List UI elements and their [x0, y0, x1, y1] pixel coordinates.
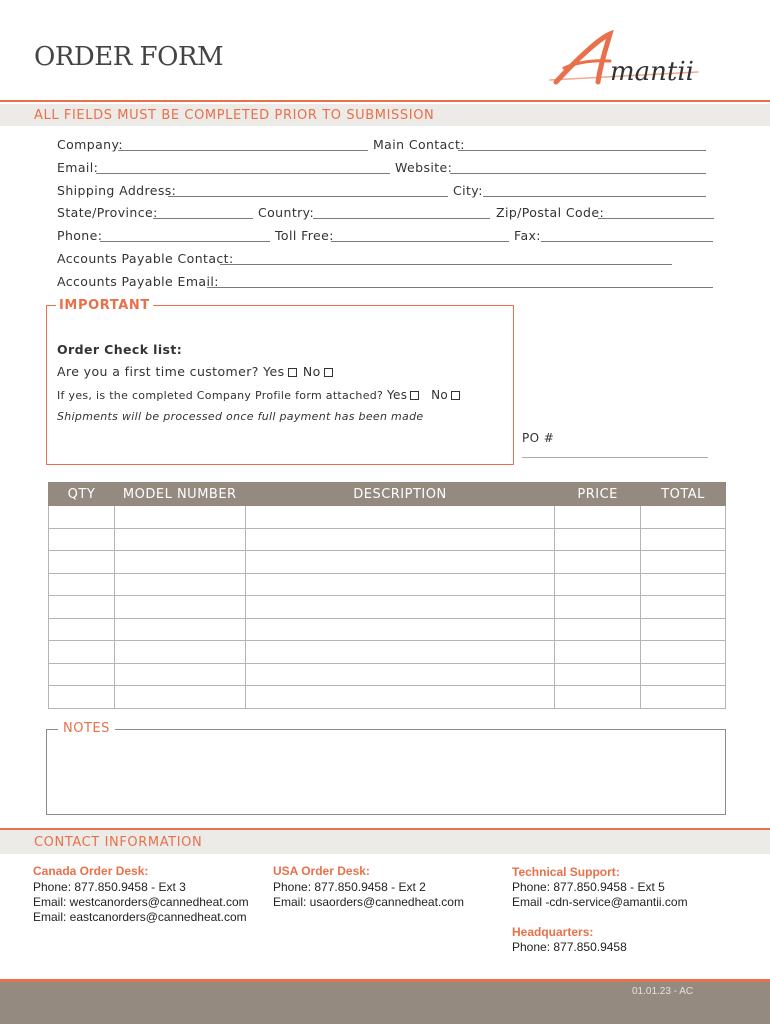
col-qty: QTY [49, 483, 115, 506]
ap-email-field[interactable] [207, 287, 713, 288]
usa-phone: Phone: 877.850.9458 - Ext 2 [273, 880, 426, 894]
support-phone: Phone: 877.850.9458 - Ext 5 [512, 880, 665, 894]
table-row [49, 641, 726, 664]
cell-description[interactable] [245, 551, 554, 574]
amantii-logo [548, 28, 744, 92]
contact-title: CONTACT INFORMATION [34, 835, 203, 850]
notes-box[interactable] [46, 729, 726, 815]
support-email[interactable]: Email -cdn-service@amantii.com [512, 895, 688, 909]
cell-description[interactable] [245, 618, 554, 641]
col-total: TOTAL [641, 483, 726, 506]
cell-price[interactable] [555, 551, 641, 574]
first-time-no-checkbox[interactable] [324, 368, 333, 377]
main-contact-label: Main Contact: [373, 137, 465, 152]
cell-qty[interactable] [49, 641, 115, 664]
form-version-code: 01.01.23 - AC [632, 986, 694, 997]
cell-price[interactable] [555, 663, 641, 686]
website-label: Website: [395, 160, 453, 175]
cell-description[interactable] [245, 641, 554, 664]
usa-heading: USA Order Desk: [273, 864, 370, 878]
cell-model-number[interactable] [114, 686, 245, 709]
country-field[interactable] [313, 218, 490, 219]
ap-contact-field[interactable] [220, 264, 672, 265]
table-row [49, 618, 726, 641]
table-row [49, 686, 726, 709]
checklist-title: Order Check list: [57, 342, 183, 357]
cell-description[interactable] [245, 506, 554, 529]
fax-label: Fax: [514, 228, 541, 243]
col-model-number: MODEL NUMBER [114, 483, 245, 506]
cell-total[interactable] [641, 596, 726, 619]
order-items-table [48, 482, 726, 709]
cell-model-number[interactable] [114, 573, 245, 596]
notes-title: NOTES [58, 721, 115, 736]
cell-price[interactable] [555, 596, 641, 619]
cell-description[interactable] [245, 686, 554, 709]
cell-total[interactable] [641, 573, 726, 596]
profile-question-text: If yes, is the completed Company Profile form attached? [57, 389, 384, 402]
table-row [49, 528, 726, 551]
cell-price[interactable] [555, 686, 641, 709]
svg-text:mantii: mantii [610, 57, 694, 87]
shipping-address-field[interactable] [168, 196, 448, 197]
first-time-question-text: Are you a first time customer? [57, 364, 259, 379]
cell-qty[interactable] [49, 551, 115, 574]
header-divider [0, 100, 770, 102]
state-province-label: State/Province: [57, 205, 158, 220]
email-field[interactable] [96, 173, 390, 174]
payment-note: Shipments will be processed once full payment has been made [57, 410, 424, 423]
support-heading: Technical Support: [512, 865, 620, 879]
profile-no-checkbox[interactable] [451, 391, 460, 400]
table-row [49, 596, 726, 619]
first-time-no-label: No [302, 364, 321, 379]
profile-no-label: No [431, 388, 448, 402]
cell-model-number[interactable] [114, 528, 245, 551]
city-label: City: [453, 183, 483, 198]
first-time-yes-checkbox[interactable] [288, 368, 297, 377]
cell-description[interactable] [245, 663, 554, 686]
cell-qty[interactable] [49, 573, 115, 596]
cell-model-number[interactable] [114, 641, 245, 664]
table-row [49, 573, 726, 596]
phone-field[interactable] [100, 241, 270, 242]
fax-field[interactable] [541, 241, 713, 242]
table-row [49, 663, 726, 686]
main-contact-field[interactable] [458, 150, 706, 151]
cell-description[interactable] [245, 528, 554, 551]
canada-heading: Canada Order Desk: [33, 864, 149, 878]
cell-total[interactable] [641, 506, 726, 529]
website-field[interactable] [450, 173, 706, 174]
email-label: Email: [57, 160, 99, 175]
canada-email-west[interactable]: Email: westcanorders@cannedheat.com [33, 895, 249, 909]
cell-price[interactable] [555, 528, 641, 551]
ap-contact-label: Accounts Payable Contact: [57, 251, 234, 266]
usa-email[interactable]: Email: usaorders@cannedheat.com [273, 895, 464, 909]
table-row [49, 506, 726, 529]
phone-label: Phone: [57, 228, 103, 243]
country-label: Country: [258, 205, 315, 220]
hq-phone: Phone: 877.850.9458 [512, 940, 627, 954]
cell-qty[interactable] [49, 663, 115, 686]
canada-email-east[interactable]: Email: eastcanorders@cannedheat.com [33, 910, 247, 924]
cell-model-number[interactable] [114, 618, 245, 641]
company-label: Company: [57, 137, 123, 152]
table-header-row [49, 483, 726, 506]
cell-total[interactable] [641, 663, 726, 686]
col-description: DESCRIPTION [245, 483, 554, 506]
cell-model-number[interactable] [114, 506, 245, 529]
requirement-banner-text: ALL FIELDS MUST BE COMPLETED PRIOR TO SUBMISSION [34, 108, 435, 123]
zip-postal-label: Zip/Postal Code: [496, 205, 605, 220]
cell-total[interactable] [641, 641, 726, 664]
state-province-field[interactable] [153, 218, 253, 219]
table-row [49, 551, 726, 574]
first-time-question [57, 364, 335, 379]
shipping-address-label: Shipping Address: [57, 183, 177, 198]
important-box [46, 305, 514, 465]
important-title: IMPORTANT [56, 298, 153, 313]
col-price: PRICE [555, 483, 641, 506]
cell-total[interactable] [641, 551, 726, 574]
cell-total[interactable] [641, 528, 726, 551]
toll-free-label: Toll Free: [275, 228, 334, 243]
cell-description[interactable] [245, 573, 554, 596]
cell-qty[interactable] [49, 686, 115, 709]
ap-email-label: Accounts Payable Email: [57, 274, 219, 289]
hq-heading: Headquarters: [512, 925, 594, 939]
cell-model-number[interactable] [114, 551, 245, 574]
cell-price[interactable] [555, 641, 641, 664]
cell-price[interactable] [555, 573, 641, 596]
zip-postal-field[interactable] [598, 218, 714, 219]
toll-free-field[interactable] [331, 241, 509, 242]
canada-phone: Phone: 877.850.9458 - Ext 3 [33, 880, 186, 894]
city-field[interactable] [483, 196, 706, 197]
profile-yes-label: Yes [387, 388, 408, 402]
cell-qty[interactable] [49, 596, 115, 619]
first-time-yes-label: Yes [263, 364, 285, 379]
cell-qty[interactable] [49, 528, 115, 551]
cell-price[interactable] [555, 618, 641, 641]
profile-question [57, 388, 462, 402]
cell-total[interactable] [641, 686, 726, 709]
company-field[interactable] [118, 150, 368, 151]
cell-price[interactable] [555, 506, 641, 529]
po-field[interactable] [522, 457, 708, 458]
cell-description[interactable] [245, 596, 554, 619]
cell-total[interactable] [641, 618, 726, 641]
profile-yes-checkbox[interactable] [410, 391, 419, 400]
cell-qty[interactable] [49, 506, 115, 529]
po-label: PO # [522, 431, 555, 445]
cell-model-number[interactable] [114, 596, 245, 619]
cell-model-number[interactable] [114, 663, 245, 686]
page-title: ORDER FORM [34, 42, 224, 72]
cell-qty[interactable] [49, 618, 115, 641]
